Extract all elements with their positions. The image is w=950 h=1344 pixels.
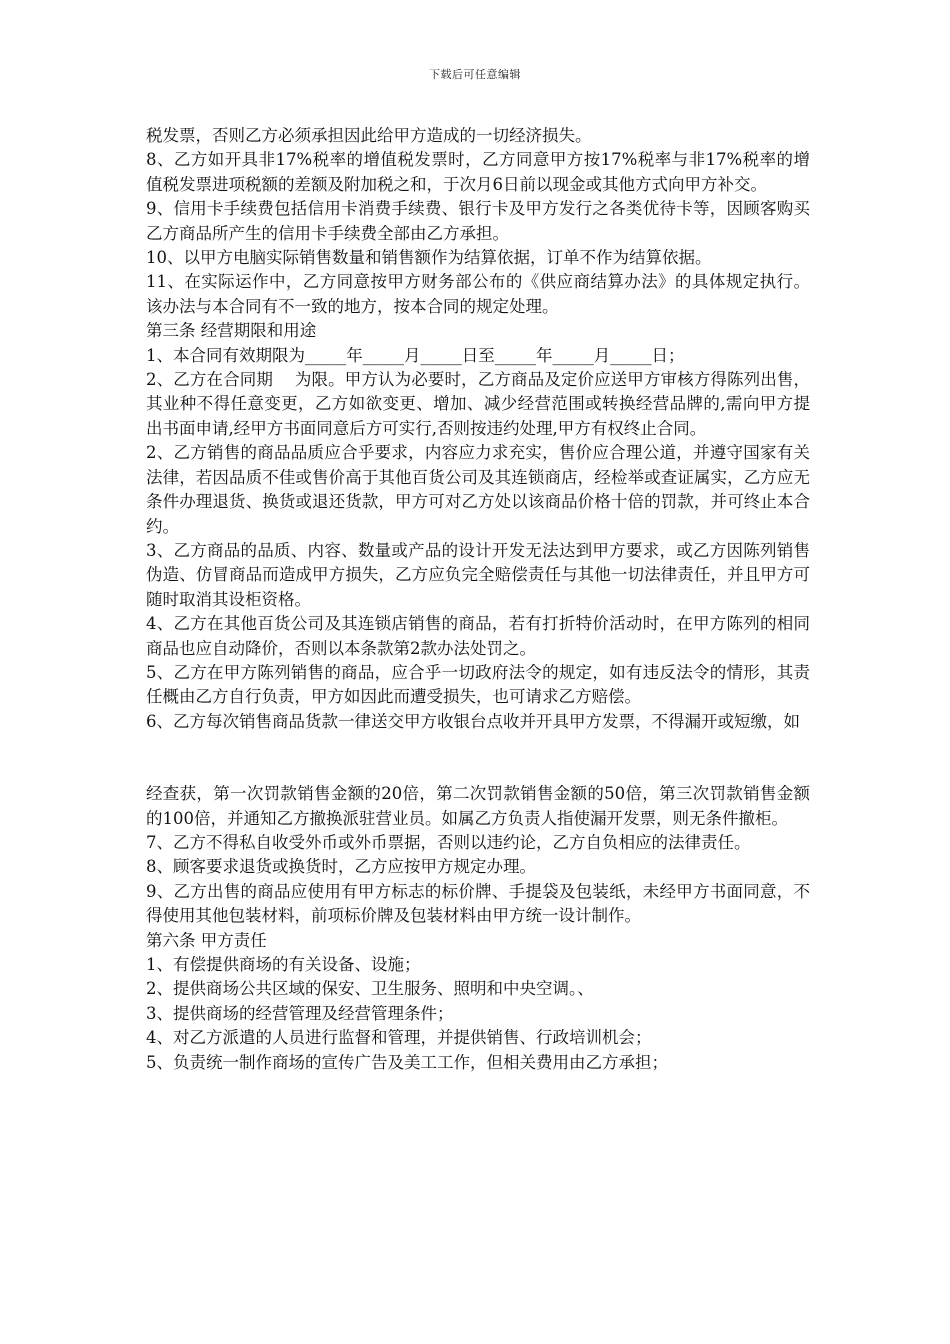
paragraph: 6、乙方每次销售商品货款一律送交甲方收银台点收并开具甲方发票，不得漏开或短缴，如 <box>146 711 800 731</box>
paragraph: 1、本合同有效期限为_____年_____月_____日至_____年_____月_____日； <box>146 345 685 365</box>
document-body <box>146 124 810 1075</box>
paragraph: 经查获，第一次罚款销售金额的20倍，第二次罚款销售金额的50倍，第三次罚款销售金额的100倍，并通知乙方撤换派驻营业员。如属乙方负责人指使漏开发票，则无条件撤柜。 <box>146 784 810 828</box>
paragraph: 7、乙方不得私自收受外币或外币票据，否则以违约论，乙方自负相应的法律责任。 <box>146 832 751 852</box>
paragraph: 5、负责统一制作商场的宣传广告及美工工作，但相关费用由乙方承担； <box>146 1052 668 1072</box>
page-break-gap <box>146 734 810 782</box>
paragraph: 2、乙方销售的商品品质应合乎要求，内容应力求充实，售价应合理公道，并遵守国家有关法律，若因品质不佳或售价高于其他百货公司及其连锁商店，经检举或查证属实，乙方应无条件办理退货、换货或退还货款，甲方可对乙方处以该商品价格十倍的罚款，并可终止本合约。 <box>146 443 810 536</box>
paragraph: 1、有偿提供商场的有关设备、设施； <box>146 955 421 974</box>
page-header: 下载后可任意编辑 <box>429 68 521 81</box>
paragraph: 3、提供商场的经营管理及经营管理条件； <box>146 1003 454 1023</box>
paragraph: 2、提供商场公共区域的保安、卫生服务、照明和中央空调。、 <box>146 979 594 999</box>
section-heading: 第六条 甲方责任 <box>146 930 267 950</box>
paragraph: 2、乙方在合同期 为限。甲方认为必要时，乙方商品及定价应送甲方审核方得陈列出售，其业种不得任意变更，乙方如欲变更、增加、减少经营范围或转换经营品牌的,需向甲方提出书面申请,经甲方书面同意后方可实行,否则按违约处理,甲方有权终止合同。 <box>146 370 810 438</box>
paragraph: 8、乙方如开具非17%税率的增值税发票时，乙方同意甲方按17%税率与非17%税率的增值税发票进项税额的差额及附加税之和，于次月6日前以现金或其他方式向甲方补交。 <box>146 150 810 194</box>
paragraph: 4、乙方在其他百货公司及其连锁店销售的商品，若有打折特价活动时，在甲方陈列的相同商品也应自动降价，否则以本条款第2款办法处罚之。 <box>146 614 810 658</box>
paragraph: 9、信用卡手续费包括信用卡消费手续费、银行卡及甲方发行之各类优待卡等，因顾客购买乙方商品所产生的信用卡手续费全部由乙方承担。 <box>146 199 810 243</box>
paragraph: 税发票，否则乙方必须承担因此给甲方造成的一切经济损失。 <box>146 126 592 145</box>
paragraph: 8、顾客要求退货或换货时，乙方应按甲方规定办理。 <box>146 857 536 877</box>
paragraph: 5、乙方在甲方陈列销售的商品，应合乎一切政府法令的规定，如有违反法令的情形，其责任概由乙方自行负责，甲方如因此而遭受损失，也可请求乙方赔偿。 <box>146 662 810 707</box>
paragraph: 3、乙方商品的品质、内容、数量或产品的设计开发无法达到甲方要求，或乙方因陈列销售伪造、仿冒商品而造成甲方损失，乙方应负完全赔偿责任与其他一切法律责任，并且甲方可随时取消其设柜资格。 <box>146 540 810 609</box>
paragraph: 10、以甲方电脑实际销售数量和销售额作为结算依据，订单不作为结算依据。 <box>146 248 712 268</box>
paragraph: 11、在实际运作中，乙方同意按甲方财务部公布的《供应商结算办法》的具体规定执行。该办法与本合同有不一致的地方，按本合同的规定处理。 <box>146 272 810 316</box>
paragraph: 4、对乙方派遣的人员进行监督和管理，并提供销售、行政培训机会； <box>146 1028 652 1048</box>
section-heading: 第三条 经营期限和用途 <box>146 321 317 341</box>
paragraph: 9、乙方出售的商品应使用有甲方标志的标价牌、手提袋及包装纸，未经甲方书面同意，不得使用其他包装材料，前项标价牌及包装材料由甲方统一设计制作。 <box>146 881 810 926</box>
